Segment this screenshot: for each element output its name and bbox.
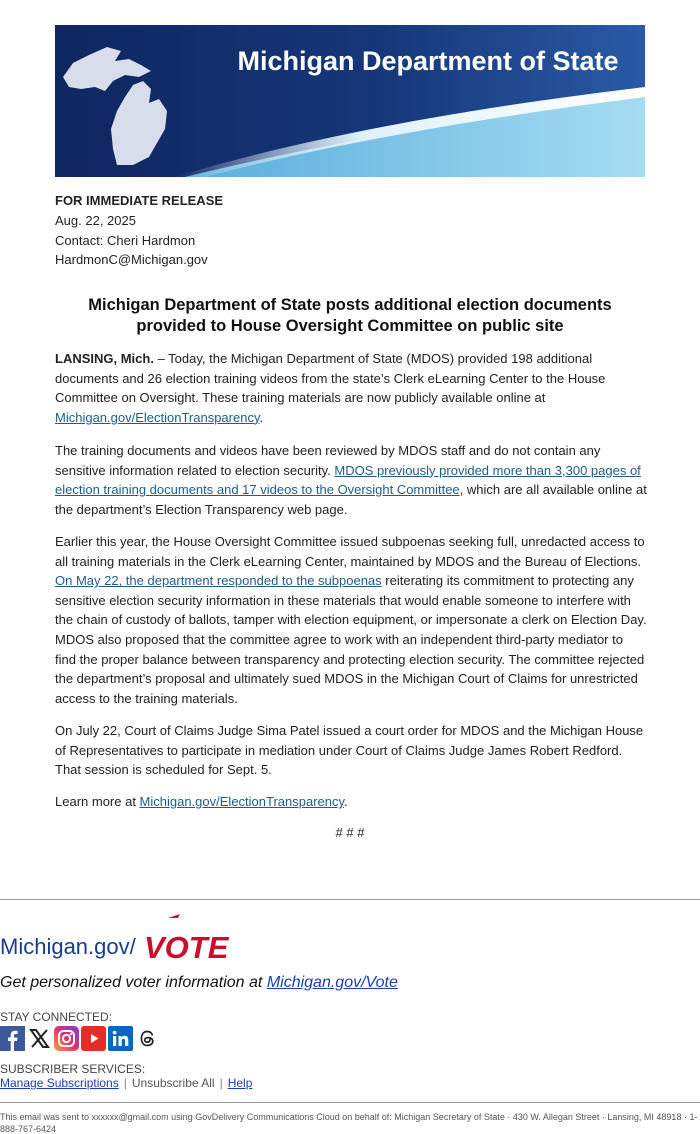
release-date: Aug. 22, 2025 <box>55 212 136 228</box>
linkedin-icon[interactable] <box>108 1026 133 1051</box>
release-contact: Contact: Cheri Hardmon <box>55 232 196 248</box>
subpoena-response-link[interactable]: On May 22, the department responded to the subpoenas <box>55 573 382 589</box>
paragraph-3-end: reiterating its commitment to protecting any sensitive election security information in these materials that would enable someone to interfere with the chain of custody of ballots, tamper with election equipment, or impersonate a clerk on Election Day. MDOS also proposed that the committee agree to work with an independent third-party mediator to find the proper balance between transparency and protecting election security. The committee rejected the department’s proposal and ultimately sued MDOS in the Michigan Court of Claims for unrestricted access to the training materials. <box>55 573 647 706</box>
separator: | <box>219 1076 223 1090</box>
end-mark: # # # <box>335 825 365 840</box>
x-icon[interactable] <box>27 1026 52 1051</box>
threads-icon[interactable] <box>135 1026 160 1051</box>
michigan-vote-link[interactable]: Michigan.gov/Vote <box>266 974 398 991</box>
paragraph-3 <box>55 532 647 708</box>
divider <box>0 1102 700 1103</box>
footer-text: This email was sent to xxxxxx@gmail.com using GovDelivery Communications Cloud on behalf of: Michigan Secretary of State · 430 W. Allegan Street · Lansing, MI 48918 · 1-888-767-6424 <box>0 1112 698 1134</box>
paragraph-2-text: The training documents and videos have been reviewed by MDOS staff and do not contain any sensitive information related to election security. <box>55 443 601 478</box>
voter-info-text: Get personalized voter information at <box>0 974 267 991</box>
separator: | <box>123 1076 127 1090</box>
subscriber-services-label: SUBSCRIBER SERVICES: <box>0 1062 146 1076</box>
divider <box>0 899 700 900</box>
stay-connected-label: STAY CONNECTED: <box>0 1010 113 1024</box>
paragraph-1 <box>55 349 647 427</box>
vote-logo-right: VOTE <box>144 930 229 962</box>
banner-title: Michigan Department of State <box>237 46 619 76</box>
instagram-icon[interactable] <box>54 1026 79 1051</box>
release-email: HardmonC@Michigan.gov <box>55 252 208 268</box>
page-title: Michigan Department of State posts additional election documents provided to House Oversight Committee on public site <box>88 296 612 335</box>
help-link[interactable]: Help <box>227 1076 253 1090</box>
social-icons <box>0 1026 160 1051</box>
paragraph-4: On July 22, Court of Claims Judge Sima Patel issued a court order for MDOS and the Michigan House of Representatives to participate in mediation under Court of Claims Judge James Robert Redford. That session is scheduled for Sept. 5. <box>55 723 644 778</box>
paragraph-5 <box>55 792 647 812</box>
facebook-icon[interactable] <box>0 1026 25 1051</box>
paragraph-2-end: , which are all available online at the department’s Election Transparency web page. <box>55 482 647 517</box>
election-transparency-link[interactable]: Michigan.gov/ElectionTransparency <box>55 409 260 425</box>
paragraph-3-text: Earlier this year, the House Oversight Committee issued subpoenas seeking full, unredacted access to all training materials in the Clerk eLearning Center, maintained by MDOS and the Bureau of Elections. <box>55 534 645 569</box>
paragraph-5-end: . <box>344 794 348 809</box>
release-info <box>55 191 645 270</box>
previous-documents-link[interactable]: MDOS previously provided more than 3,300 pages of election training documents and 17 videos to the Oversight Committee <box>55 462 641 498</box>
manage-subscriptions-link[interactable]: Manage Subscriptions <box>0 1076 119 1090</box>
youtube-icon[interactable] <box>81 1026 106 1051</box>
subscriber-links <box>0 1076 252 1090</box>
paragraph-2 <box>55 441 647 519</box>
vote-logo-left: Michigan.gov/ <box>0 934 136 959</box>
dateline: LANSING, Mich. <box>55 351 154 366</box>
header-banner <box>55 25 645 177</box>
paragraph-1-end: . <box>259 409 264 425</box>
banner-graphic <box>55 25 645 177</box>
paragraph-5-text: Learn more at <box>55 794 140 809</box>
paragraph-1-text: – Today, the Michigan Department of State (MDOS) provided 198 additional documents and 26 election training videos from the state’s Clerk eLearning Center to the House Committee on Oversight. These training materials are now publicly available online at <box>55 351 606 406</box>
unsubscribe-all-link[interactable]: Unsubscribe All <box>131 1076 215 1090</box>
michigan-vote-logo[interactable] <box>0 912 230 962</box>
learn-more-link[interactable]: Michigan.gov/ElectionTransparency <box>139 794 345 809</box>
voter-info-tagline <box>0 974 398 992</box>
release-label: FOR IMMEDIATE RELEASE <box>55 193 224 208</box>
